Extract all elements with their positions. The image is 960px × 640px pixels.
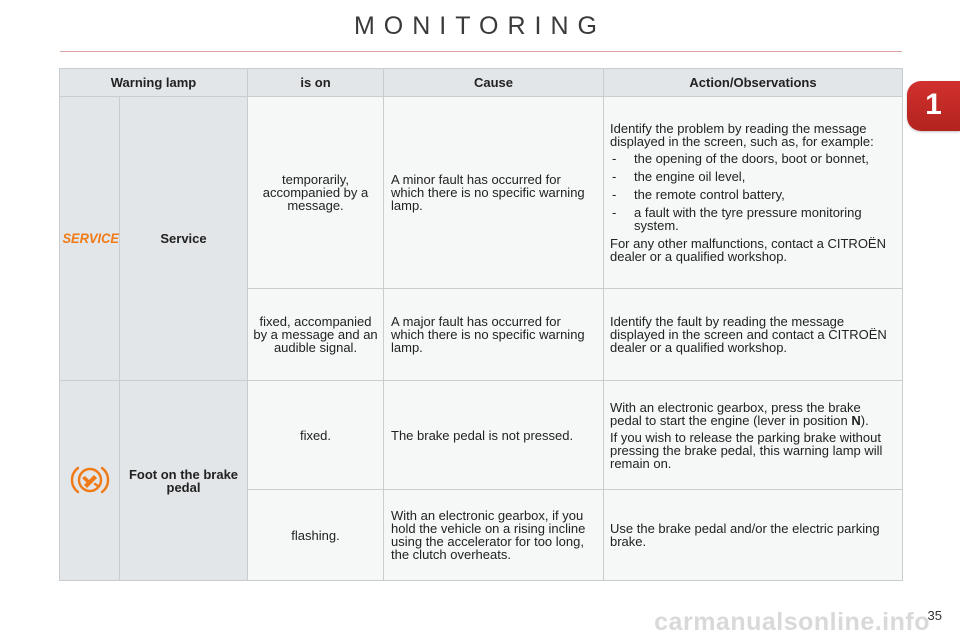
cause-text: A minor fault has occurred for which there is no specific warning lamp. [384, 97, 604, 289]
title-divider [60, 51, 902, 52]
is-on-value: flashing. [248, 490, 384, 581]
watermark-text: carmanualsonline.info [654, 608, 930, 636]
is-on-value: fixed, accompanied by a message and an audible signal. [248, 289, 384, 381]
is-on-value: fixed. [248, 381, 384, 490]
lamp-name: Service [120, 97, 248, 381]
action-p1-end: ). [860, 412, 869, 428]
list-item: - the opening of the doors, boot or bonnet, [610, 152, 896, 165]
cause-text: With an electronic gearbox, if you hold the vehicle on a rising incline using the accelerator for too long, the clutch overheats. [384, 490, 604, 581]
action-paragraph [610, 401, 896, 427]
action-text [604, 97, 903, 289]
service-icon: SERVICE [62, 230, 120, 246]
table-header-row [60, 69, 903, 97]
header-action: Action/Observations [604, 69, 903, 97]
warning-lamp-table [59, 68, 903, 581]
action-text: Use the brake pedal and/or the electric parking brake. [604, 490, 903, 581]
foot-on-brake-icon [70, 464, 110, 496]
page-title: MONITORING [353, 12, 607, 40]
header-warning-lamp: Warning lamp [60, 69, 248, 97]
list-item: - a fault with the tyre pressure monitoring system. [610, 206, 896, 232]
header-is-on: is on [248, 69, 384, 97]
header-cause: Cause [384, 69, 604, 97]
service-lamp-cell [60, 97, 120, 381]
table-row [60, 381, 903, 490]
action-intro: Identify the problem by reading the message displayed in the screen, such as, for example: [610, 121, 874, 149]
chapter-tab[interactable] [907, 81, 960, 131]
brake-lamp-cell [60, 381, 120, 581]
cause-text: A major fault has occurred for which there is no specific warning lamp. [384, 289, 604, 381]
action-text [604, 381, 903, 490]
action-text: Identify the fault by reading the message displayed in the screen and contact a CITROËN dealer or a qualified workshop. [604, 289, 903, 381]
chapter-number: 1 [925, 88, 942, 121]
gear-position: N [851, 412, 861, 428]
page-number: 35 [927, 608, 942, 623]
is-on-value: temporarily, accompanied by a message. [248, 97, 384, 289]
action-p1-start: With an electronic gearbox, press the brake pedal to start the engine (lever in position [610, 399, 861, 428]
action-outro: For any other malfunctions, contact a CITROËN dealer or a qualified workshop. [610, 236, 886, 264]
list-item: - the remote control battery, [610, 188, 896, 201]
action-bullet-list [610, 152, 896, 232]
lamp-name: Foot on the brake pedal [120, 381, 248, 581]
list-item: - the engine oil level, [610, 170, 896, 183]
table-row [60, 97, 903, 289]
action-paragraph: If you wish to release the parking brake without pressing the brake pedal, this warning lamp will remain on. [610, 429, 883, 471]
cause-text: The brake pedal is not pressed. [384, 381, 604, 490]
